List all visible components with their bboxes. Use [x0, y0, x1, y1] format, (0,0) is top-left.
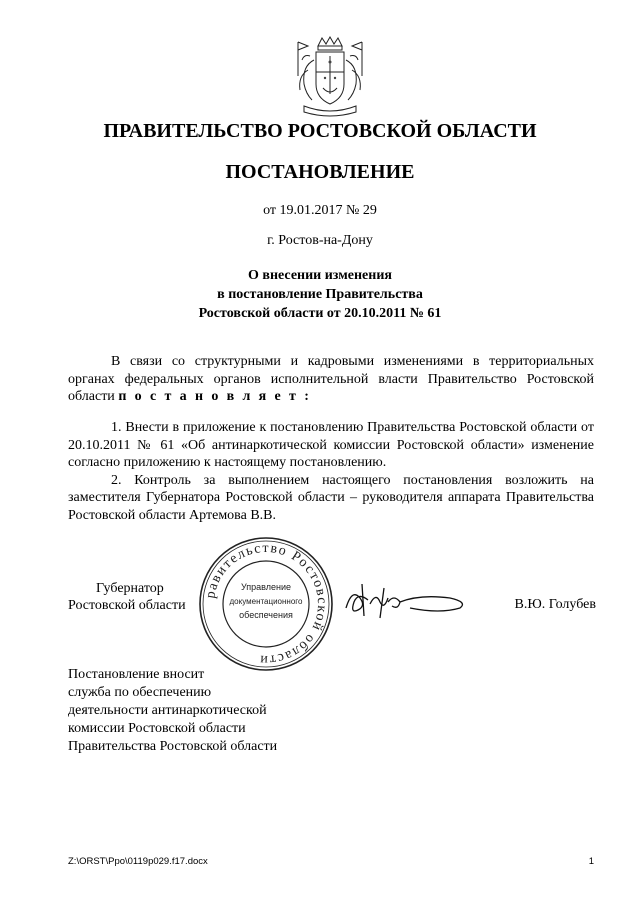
introduced-by-line: служба по обеспечению	[68, 685, 212, 700]
subject-line: в постановление Правительства	[217, 287, 423, 302]
signature-title-line: Ростовской области	[68, 598, 186, 613]
preamble-text: В связи со структурными и кадровыми изменениями в территориальных органах федеральных органов исполнительной власти Правительство Ростовской области	[68, 354, 594, 404]
signature-title	[68, 580, 208, 614]
resolves-text: п о с т а н о в л я е т :	[118, 389, 312, 404]
document-subject	[0, 266, 640, 323]
date-number: от 19.01.2017 № 29	[263, 203, 377, 218]
city: г. Ростов-на-Дону	[267, 233, 373, 248]
preamble	[68, 353, 594, 406]
introduced-by	[68, 666, 277, 756]
handwritten-signature	[340, 580, 480, 624]
signature-title-line: Губернатор	[96, 581, 164, 596]
introduced-by-line: Постановление вносит	[68, 667, 205, 682]
items-list	[68, 419, 594, 524]
subject-line: О внесении изменения	[248, 268, 392, 283]
stamp-ring-text: равительство Ростовской области	[203, 540, 330, 668]
list-item: 1. Внести в приложение к постановлению Правительства Ростовской области от 20.10.2011 № 61 «Об антинаркотической комиссии Ростовской области» изменение согласно приложению к настоящему постановлению.	[68, 420, 594, 470]
government-title: ПРАВИТЕЛЬСТВО РОСТОВСКОЙ ОБЛАСТИ	[103, 120, 537, 142]
stamp-inner-text: Управление	[240, 582, 292, 592]
coat-of-arms-icon	[290, 36, 370, 120]
official-stamp	[196, 534, 336, 674]
document-type: ПОСТАНОВЛЕНИЕ	[225, 161, 415, 183]
list-item: 2. Контроль за выполнением настоящего постановления возложить на заместителя Губернатора Ростовской области – руководителя аппарата Правительства Ростовской области Артемова В.В.	[68, 472, 594, 523]
signer-name: В.Ю. Голубев	[514, 597, 596, 612]
subject-line: Ростовской области от 20.10.2011 № 61	[198, 306, 442, 321]
footer-file-path: Z:\ORST\Ppo\0119p029.f17.docx	[68, 856, 208, 867]
page-number: 1	[588, 856, 594, 867]
introduced-by-line: деятельности антинаркотической	[68, 703, 267, 718]
stamp-inner-text: обеспечения	[239, 610, 293, 620]
introduced-by-line: Правительства Ростовской области	[68, 739, 278, 754]
stamp-inner-text: документационного	[229, 597, 303, 606]
introduced-by-line: комиссии Ростовской области	[68, 721, 246, 736]
